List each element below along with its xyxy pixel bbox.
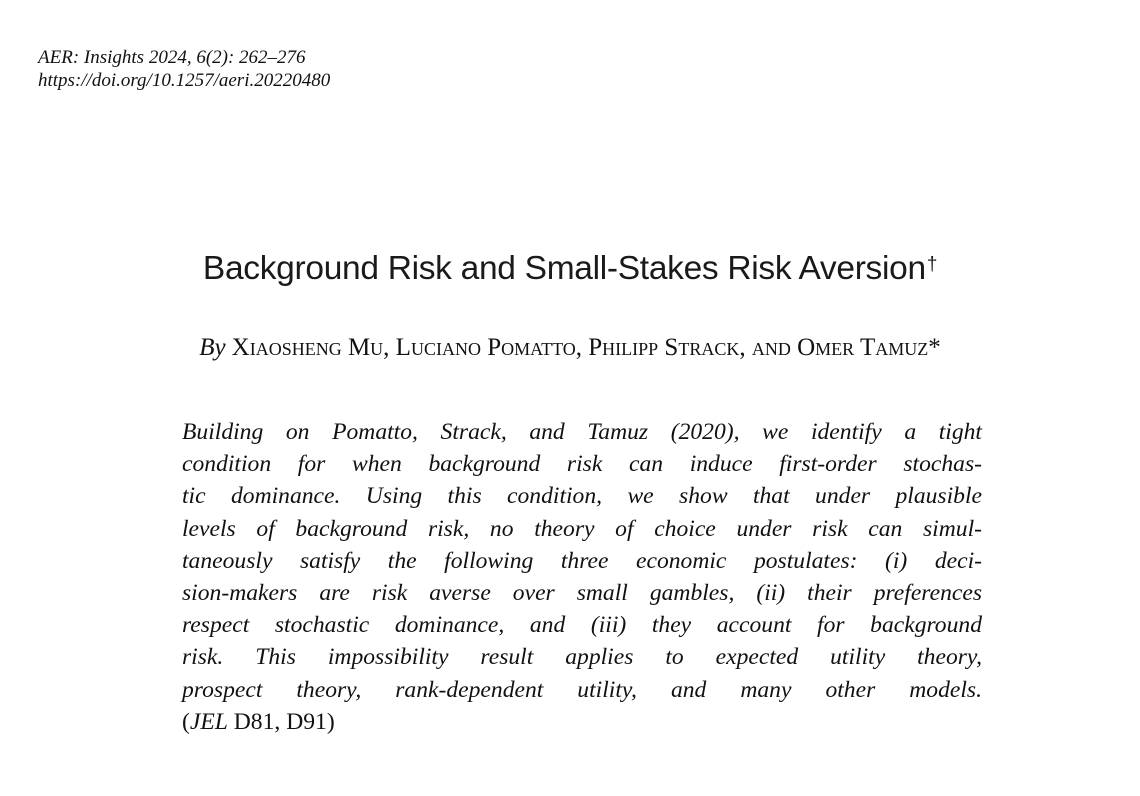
jel-label: JEL	[189, 708, 228, 735]
abstract-line: levels of background risk, no theory of choice under risk can simul-	[182, 515, 982, 542]
abstract-line: risk. This impossibility result applies to expected utility theory,	[182, 644, 982, 671]
jel-open-paren: (	[182, 708, 190, 735]
author-byline	[0, 333, 1140, 363]
jel-code-list: D81, D91)	[227, 708, 335, 735]
paper-title-text: Background Risk and Small-Stakes Risk Aversion	[202, 250, 926, 287]
journal-masthead	[38, 46, 330, 92]
abstract-line: prospect theory, rank-dependent utility, and many other models.	[182, 676, 982, 703]
abstract-line: Building on Pomatto, Strack, and Tamuz (2020), we identify a tight	[182, 419, 982, 445]
author-names: Xiaosheng Mu, Luciano Pomatto, Philipp Strack, and Omer Tamuz	[231, 334, 929, 361]
abstract-line: sion-makers are risk averse over small gambles, (ii) their preferences	[182, 579, 982, 606]
abstract	[182, 416, 982, 738]
doi-link[interactable]: https://doi.org/10.1257/aeri.20220480	[38, 70, 331, 91]
author-footnote-mark[interactable]: *	[928, 334, 941, 361]
byline-by: By	[199, 334, 226, 361]
paper-title	[0, 249, 1140, 289]
title-footnote-mark[interactable]: †	[926, 254, 938, 275]
abstract-line: condition for when background risk can induce first-order stochas-	[182, 451, 982, 478]
jel-codes	[182, 706, 982, 738]
abstract-line: tic dominance. Using this condition, we show that under plausible	[182, 483, 982, 510]
abstract-line: respect stochastic dominance, and (iii) they account for background	[182, 612, 982, 639]
abstract-line: taneously satisfy the following three economic postulates: (i) deci-	[182, 547, 982, 574]
journal-citation: AER: Insights 2024, 6(2): 262–276	[38, 47, 306, 68]
